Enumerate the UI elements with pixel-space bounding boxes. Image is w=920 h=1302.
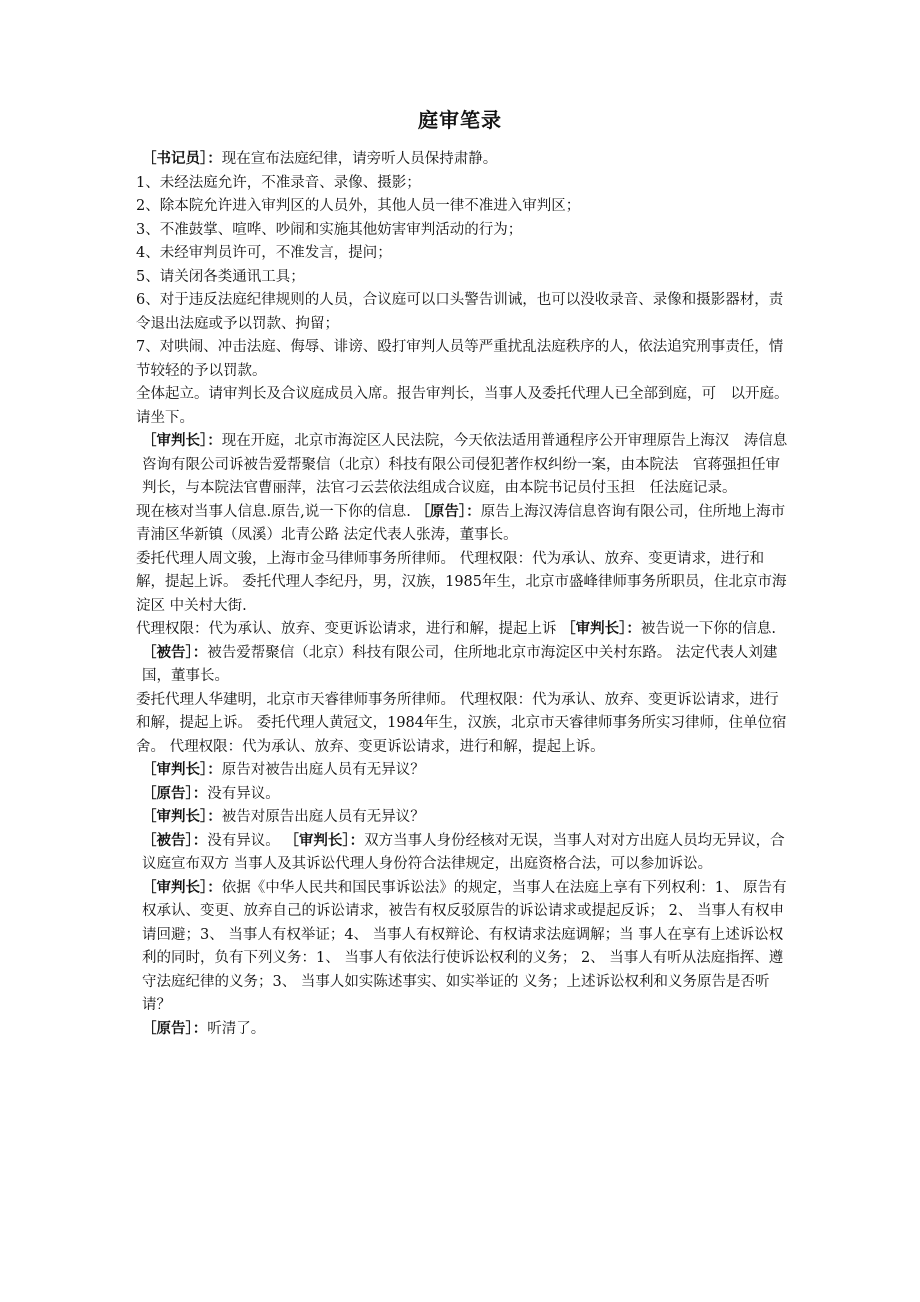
transcript-paragraph <box>136 383 792 430</box>
transcript-paragraph <box>136 172 792 196</box>
transcript-paragraph <box>136 642 792 689</box>
paragraph-text: 被告爱帮聚信（北京）科技有限公司，住所地北京市海淀区中关村东路。 法定代表人刘建国，董事长。 <box>142 644 778 684</box>
speaker-label: ［原告］： <box>142 1020 208 1037</box>
transcript-paragraph <box>136 289 792 336</box>
transcript-paragraph <box>136 430 792 501</box>
transcript-paragraph <box>136 242 792 266</box>
paragraph-text: 听清了。 <box>207 1020 266 1037</box>
paragraph-text: 代理权限：代为承认、放弃、变更诉讼请求，进行和解，提起上诉 <box>136 621 562 637</box>
speaker-label: ［审判长］： <box>142 433 222 449</box>
paragraph-text: 原告对被告出庭人员有无异议？ <box>221 762 425 778</box>
transcript-paragraph <box>136 830 792 877</box>
paragraph-text: 4、未经审判员许可，不准发言，提问； <box>136 245 392 261</box>
transcript-paragraph <box>136 1018 792 1042</box>
transcript-paragraph <box>136 148 792 172</box>
transcript-paragraph <box>136 618 792 642</box>
paragraph-text: 3、不准鼓掌、喧哗、吵闹和实施其他妨害审判活动的行为； <box>136 221 523 238</box>
transcript-paragraph <box>136 219 792 243</box>
speaker-label: ［审判长］： <box>284 832 365 849</box>
transcript-paragraph <box>136 806 792 830</box>
paragraph-text: 原告上海汉涛信息咨询有限公司，住所地上海市青浦区华新镇（凤溪）北青公路 法定代表人张涛，董事长。 <box>136 503 786 543</box>
paragraph-text: 依据《中华人民共和国民事诉讼法》的规定，当事人在法庭上享有下列权利：1、 原告有权承认、变更、放弃自己的诉讼请求，被告有权反驳原告的诉讼请求或提起反诉； 2、 当事人有权申请回避；3、 当事人有权举证；4、 当事人有权辩论、有权请求法庭调解；当 事人在享有上述诉讼权利的同时，负有下列义务：1、 当事人有依法行使诉讼权利的义务； 2、 当事人有听从法庭指挥、遵守法庭纪律的义务；3、 当事人如实陈述事实、如实举证的 义务；上述诉讼权利和义务原告是否听请？ <box>142 879 787 1013</box>
document-body <box>136 148 792 1041</box>
transcript-paragraph <box>136 195 792 219</box>
paragraph-text: 没有异议。 <box>207 785 280 802</box>
paragraph-text: 委托代理人华建明，北京市天睿律师事务所律师。 代理权限：代为承认、放弃、变更诉讼请求，进行和解，提起上诉。 委托代理人黄冠文，1984年生，汉族，北京市天睿律师事务所实习律师，住单位宿舍。 代理权限：代为承认、放弃、变更诉讼请求，进行和解，提起上诉。 <box>136 691 787 755</box>
paragraph-text: 2、除本院允许进入审判区的人员外，其他人员一律不准进入审判区； <box>136 198 581 214</box>
paragraph-text: 委托代理人周文骏，上海市金马律师事务所律师。 代理权限：代为承认、放弃、变更请求，进行和解，提起上诉。 委托代理人李纪丹，男，汉族，1985年生，北京市盛峰律师事务所职员，住北京市海淀区 中关村大街. <box>136 550 787 614</box>
paragraph-text: 现在核对当事人信息.原告,说一下你的信息. <box>136 503 416 520</box>
paragraph-text: 没有异议。 <box>207 832 285 849</box>
paragraph-text: 被告说一下你的信息. <box>640 621 776 637</box>
speaker-label: ［原告］： <box>415 503 481 520</box>
transcript-paragraph <box>136 266 792 290</box>
paragraph-text: 现在开庭，北京市海淀区人民法院，今天依法适用普通程序公开审理原告上海汉 涛信息咨询有限公司诉被告爱帮聚信（北京）科技有限公司侵犯著作权纠纷一案，由本院法 官蒋强担任审判长，与本院法官曹丽萍，法官刁云芸依法组成合议庭，由本院书记员付玉担 任法庭记录。 <box>142 433 788 496</box>
paragraph-text: 5、请关闭各类通讯工具； <box>136 268 305 285</box>
paragraph-text: 双方当事人身份经核对无误，当事人对对方出庭人员均无异议，合议庭宣布双方 当事人及其诉讼代理人身份符合法律规定，出庭资格合法，可以参加诉讼。 <box>142 832 785 872</box>
transcript-paragraph <box>136 689 792 760</box>
paragraph-text: 6、对于违反法庭纪律规则的人员，合议庭可以口头警告训诫，也可以没收录音、录像和摄影器材，责令退出法庭或予以罚款、拘留； <box>136 292 784 332</box>
speaker-label: ［原告］： <box>142 785 208 802</box>
speaker-label: ［审判长］： <box>142 809 222 825</box>
speaker-label: ［书记员］： <box>142 151 222 167</box>
transcript-paragraph <box>136 759 792 783</box>
paragraph-text: 被告对原告出庭人员有无异议？ <box>221 809 425 825</box>
transcript-paragraph <box>136 783 792 807</box>
paragraph-text: 7、对哄闹、冲击法庭、侮辱、诽谤、殴打审判人员等严重扰乱法庭秩序的人，依法追究刑事责任，情节较轻的予以罚款。 <box>136 339 784 379</box>
paragraph-text: 全体起立。请审判长及合议庭成员入席。报告审判长，当事人及委托代理人已全部到庭，可 以开庭。请坐下。 <box>136 386 789 426</box>
paragraph-text: 现在宣布法庭纪律，请旁听人员保持肃静。 <box>221 151 498 167</box>
transcript-paragraph <box>136 548 792 619</box>
speaker-label: ［审判长］： <box>142 762 222 778</box>
document-title: 庭审笔录 <box>418 108 502 132</box>
speaker-label: ［被告］： <box>142 644 208 661</box>
transcript-paragraph <box>136 336 792 383</box>
speaker-label: ［被告］： <box>142 832 208 849</box>
speaker-label: ［审判长］： <box>142 879 222 896</box>
paragraph-text: 1、未经法庭允许，不准录音、录像、摄影； <box>136 174 421 191</box>
transcript-paragraph <box>136 877 792 1018</box>
speaker-label: ［审判长］： <box>561 621 641 637</box>
transcript-paragraph <box>136 501 792 548</box>
